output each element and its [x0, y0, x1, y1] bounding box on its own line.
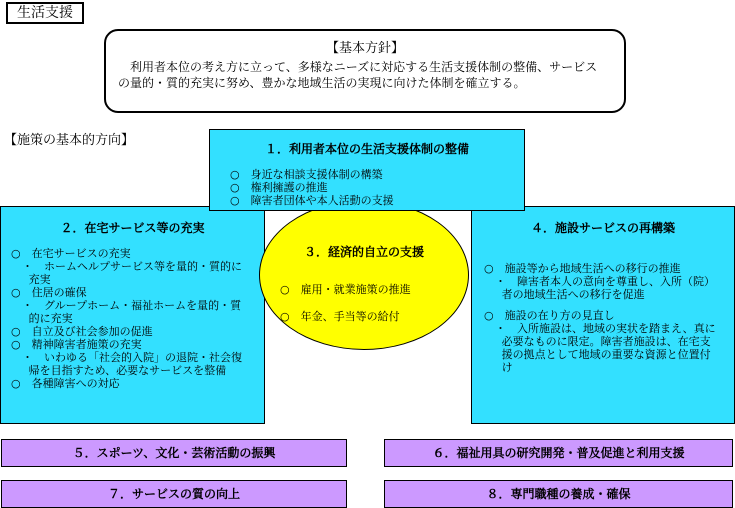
directions-heading: 【施策の基本的方向】: [4, 133, 135, 148]
home-services-title: ２．在宅サービス等の充実: [60, 221, 205, 235]
list-item: ○ 年金、手当等の給付: [280, 310, 400, 323]
welfare-equipment-bar: ６．福祉用具の研究開発・普及促進と利用支援: [384, 439, 733, 467]
facility-services-title: ４．施設サービスの再構築: [530, 221, 675, 235]
support-system-box: [209, 129, 525, 211]
list-item: ○ 施設等から地域生活への移行の推進: [484, 262, 681, 275]
list-item: ○ 雇用・就業施策の推進: [280, 283, 411, 296]
basic-policy-box: [104, 29, 626, 113]
policy-text: 利用者本位の考え方に立って、多様なニーズに対応する生活支援体制の整備、サービスの量的・質的充実に努め、豊かな地域生活の実現に向けた体制を確立する。: [118, 60, 598, 90]
economic-independence-ellipse: [259, 200, 469, 350]
support-system-title: １．利用者本位の生活支援体制の整備: [264, 142, 469, 156]
list-item: ・ いわゆる「社会的入院」の退院・社会復帰を目指すため、必要なサービスを整備: [22, 351, 242, 377]
facility-services-box: [471, 206, 735, 424]
list-item: ○ 住居の確保: [11, 286, 87, 299]
economic-independence-title: ３．経済的自立の支援: [303, 245, 424, 259]
facility-services-list: [484, 262, 720, 374]
economic-independence-list: [280, 283, 411, 323]
home-services-list: [11, 247, 251, 390]
page-title: 生活支援: [6, 2, 84, 24]
list-item: ・ グループホーム・福祉ホームを量的・質的に充実: [22, 299, 242, 325]
list-item: ・ 障害者本人の意向を尊重し、入所（院）者の地域生活への移行を促進: [495, 275, 715, 301]
list-item: ○ 在宅サービスの充実: [11, 247, 131, 260]
list-item: ○ 各種障害への対応: [11, 377, 120, 390]
list-item: ○ 身近な相談支援体制の構築: [230, 168, 383, 181]
list-item: ・ ホームヘルプサービス等を量的・質的に充実: [22, 260, 242, 286]
list-item: ○ 権利擁護の推進: [230, 181, 328, 194]
list-item: ・ 入所施設は、地域の実状を踏まえ、真に必要なものに限定。障害者施設は、在宅支援の拠点として地域の重要な資源と位置付け: [495, 322, 716, 374]
policy-heading: 【基本方針】: [325, 41, 404, 56]
list-item: ○ 施設の在り方の見直し: [484, 309, 615, 322]
list-item: ○ 精神障害者施策の充実: [11, 338, 142, 351]
service-quality-bar: ７．サービスの質の向上: [1, 480, 347, 508]
sports-culture-bar: ５．スポーツ、文化・芸術活動の振興: [1, 439, 347, 467]
home-services-box: [0, 206, 265, 424]
professional-training-bar: ８．専門職種の養成・確保: [384, 480, 733, 508]
support-system-list: [230, 168, 394, 207]
list-item: ○ 障害者団体や本人活動の支援: [230, 194, 394, 207]
list-item: ○ 自立及び社会参加の促進: [11, 325, 153, 338]
